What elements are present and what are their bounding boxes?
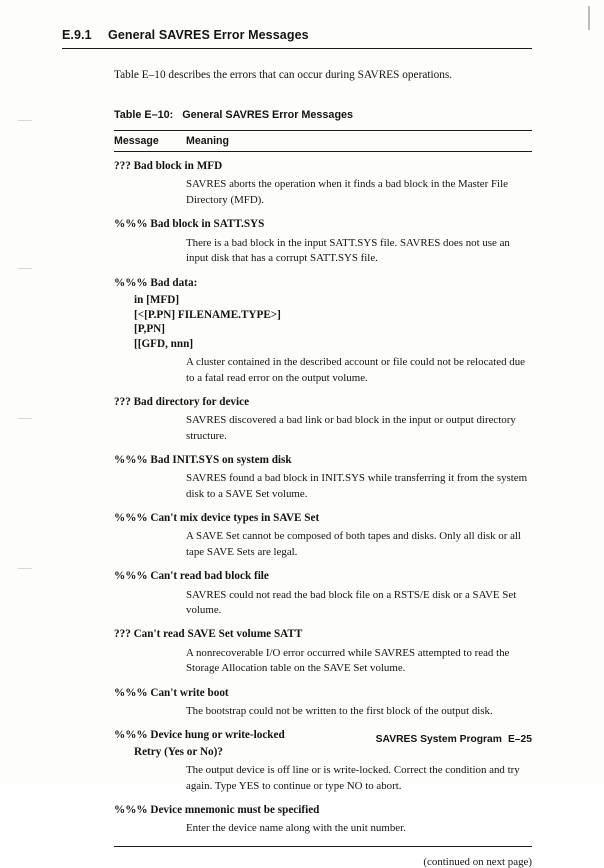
table-caption [114,109,532,121]
error-message-continuation [114,293,532,353]
table-header-row [114,131,532,151]
error-message-line: [[GFD, nnn] [134,338,194,351]
table-row [114,511,532,560]
table-row [114,569,532,618]
footer-page-number: E–25 [507,734,532,745]
error-meaning: There is a bad block in the input SATT.SYS file. SAVRES does not use an input disk that has a corrupt SATT.SYS file. [186,236,510,265]
column-header-message: Message [114,135,159,148]
page-footer [62,734,532,745]
error-meaning: A nonrecoverable I/O error occurred while SAVRES attempted to read the Storage Allocation table on the SAVE Set volume. [186,646,510,675]
table-row [114,217,532,266]
error-meaning: A SAVE Set cannot be composed of both tapes and disks. Only all disk or all tape SAVE Sets are legal. [186,530,521,558]
scan-artifact [18,568,32,569]
error-message: %%% Device hung or write-locked [114,729,285,742]
error-message-line: [P,PN] [134,323,165,336]
error-meaning: The output device is off line or is write-locked. Correct the condition and try again. Type YES to continue or type NO to abort. [186,764,520,792]
error-meaning: The bootstrap could not be written to the first block of the output disk. [186,704,493,717]
table-caption-label: Table E–10: [114,109,174,122]
table-row [114,276,532,387]
title-divider [62,48,532,49]
error-meaning: SAVRES found a bad block in INIT.SYS while transferring it from the system disk to a SAVE Set volume. [186,472,528,500]
error-message: ??? Bad directory for device [114,396,250,409]
error-meaning: SAVRES aborts the operation when it finds a bad block in the Master File Directory (MFD). [186,178,508,206]
table-row [114,627,532,676]
page-title [62,28,532,48]
error-meaning: SAVRES discovered a bad link or bad block in the input or output directory structure. [186,414,516,442]
error-message-table [114,130,532,836]
scan-artifact [18,120,32,121]
error-message-line: in [MFD] [134,293,180,306]
error-message: %%% Bad data: [114,276,198,289]
column-header-meaning: Meaning [186,135,229,148]
table-row [114,159,532,208]
error-message: %%% Can't read bad block file [114,570,269,583]
scan-artifact [588,6,590,30]
error-message: %%% Can't write boot [114,686,229,699]
error-message: ??? Can't read SAVE Set volume SATT [114,628,303,641]
footer-document-title: SAVRES System Program [375,734,502,745]
scan-artifact [18,268,32,269]
table-row [114,453,532,502]
table-caption-title: General SAVRES Error Messages [182,109,354,122]
error-message: %%% Device mnemonic must be specified [114,804,320,817]
error-meaning: Enter the device name along with the unit number. [186,822,406,835]
error-message: ??? Bad block in MFD [114,160,223,173]
intro-paragraph: Table E–10 describes the errors that can occur during SAVRES operations. [114,69,453,81]
scan-artifact [18,418,32,419]
error-message-continuation [114,745,532,760]
table-row [114,686,532,720]
error-message: %%% Bad block in SATT.SYS [114,218,265,231]
section-title-text: General SAVRES Error Messages [108,28,309,42]
section-number: E.9.1 [62,28,92,42]
table-row [114,395,532,444]
error-meaning: A cluster contained in the described account or file could not be relocated due to a fatal read error on the output volume. [186,356,525,384]
continued-note: (continued on next page) [423,855,532,868]
table-bottom-rule [114,846,532,847]
table-row [114,803,532,837]
error-message: %%% Can't mix device types in SAVE Set [114,512,320,525]
error-message-line: Retry (Yes or No)? [134,746,223,759]
error-message: %%% Bad INIT.SYS on system disk [114,454,292,467]
error-meaning: SAVRES could not read the bad block file on a RSTS/E disk or a SAVE Set volume. [186,588,517,616]
error-message-line: [<[P.PN] FILENAME.TYPE>] [134,308,281,321]
